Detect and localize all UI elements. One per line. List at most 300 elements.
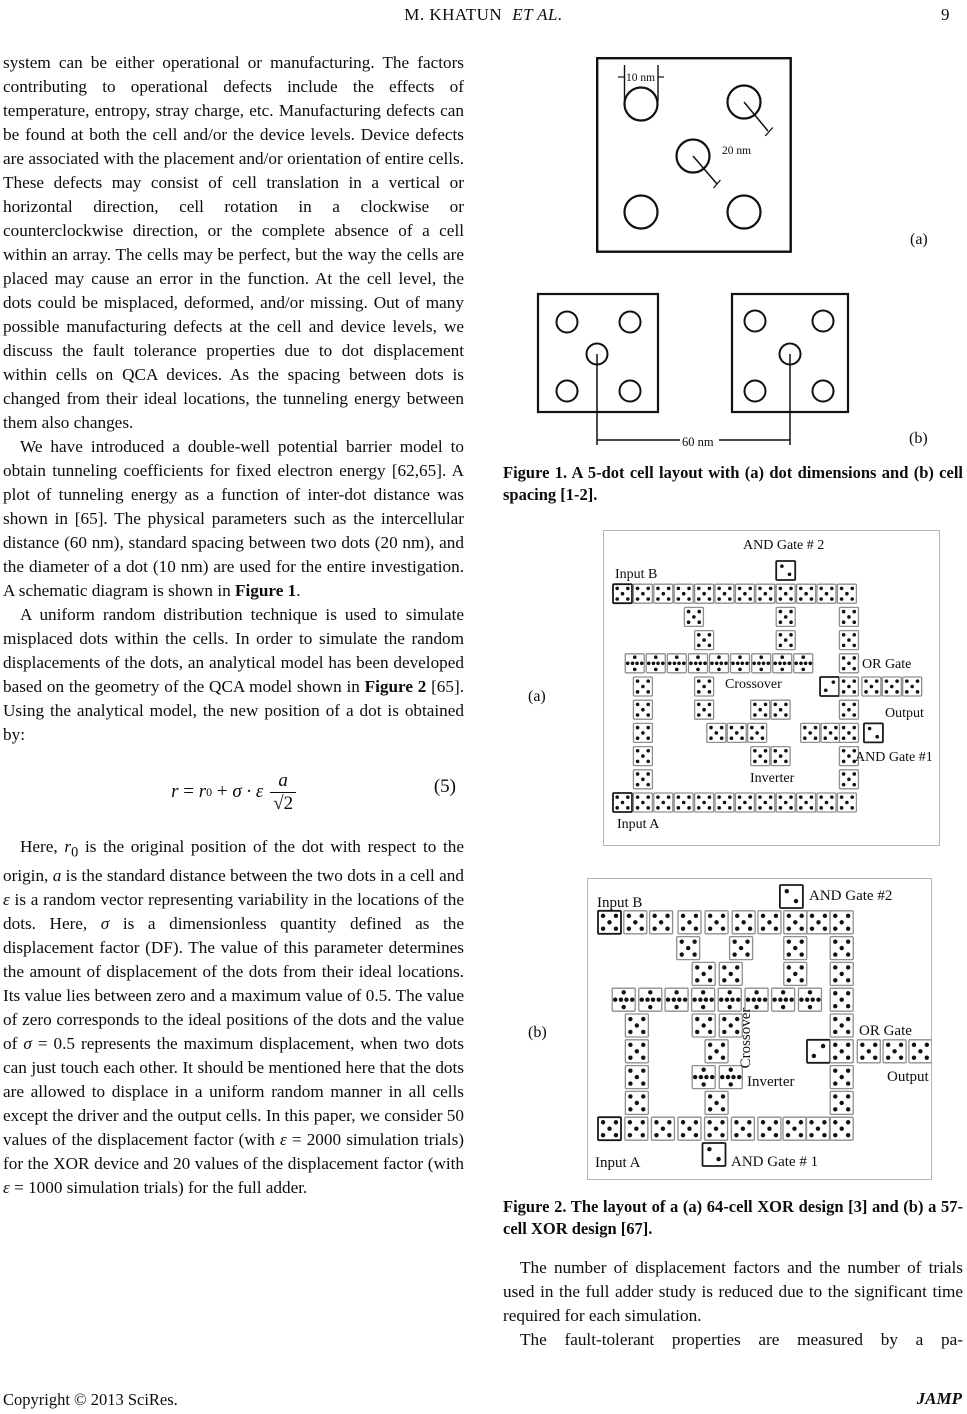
eq-equals: = (183, 781, 194, 802)
cell-dot (697, 795, 701, 799)
cell-dot (833, 952, 837, 956)
figure2-panel-a (603, 530, 940, 851)
cell-dot (833, 1068, 837, 1072)
cell-dot (864, 679, 868, 683)
cell-dot (686, 946, 690, 950)
cell-dot (687, 806, 691, 810)
cell-dot (789, 998, 793, 1002)
cell-dot (758, 597, 762, 601)
figure1-panel-a (596, 57, 792, 253)
figure1-panel-a-tag: (a) (910, 231, 928, 248)
eq-numerator: a (270, 771, 296, 793)
cell-dot (814, 736, 818, 740)
cell-dot (740, 662, 744, 666)
quantum-dot (625, 88, 658, 121)
cell-dot (787, 662, 791, 666)
cell-dot (786, 1120, 790, 1124)
cell-dot (694, 662, 698, 666)
cell-dot (687, 587, 691, 591)
cell-dot (753, 760, 757, 764)
cell-dot (641, 1107, 645, 1111)
cell-dot (646, 760, 650, 764)
cell-dot (717, 597, 721, 601)
cell-dot (704, 1075, 708, 1079)
cell-dot (641, 731, 645, 735)
equation-body (171, 771, 296, 814)
cell-dot (646, 749, 650, 753)
cell-dot (708, 927, 712, 931)
cell-dot (695, 1017, 699, 1021)
cell-dot (722, 965, 726, 969)
cell-dot (808, 990, 812, 994)
cell-dot (745, 952, 749, 956)
figure-label: Input B (615, 567, 658, 582)
cell-dot (667, 1133, 671, 1137)
cell-dot (916, 679, 920, 683)
cell-dot (846, 939, 850, 943)
cell-dot (698, 662, 702, 666)
cell-dot (748, 587, 752, 591)
cell-dot (607, 920, 611, 924)
figure1-panel-b (535, 292, 935, 464)
left-column (3, 51, 464, 1200)
cell-dot (852, 703, 856, 707)
cell-dot (852, 713, 856, 717)
cell-dot (675, 668, 679, 672)
cell-dot (646, 736, 650, 740)
cell-dot (787, 965, 791, 969)
cell-dot (842, 726, 846, 730)
cell-dot (723, 592, 727, 596)
cell-dot (840, 1075, 844, 1079)
cell-dot (641, 1068, 645, 1072)
cell-dot (615, 806, 619, 810)
cell-dot (774, 914, 778, 918)
cell-dot (702, 638, 706, 642)
cell-dot (748, 914, 752, 918)
cell-dot (799, 1133, 803, 1137)
eq-sigma-epsilon: σ · ε (232, 781, 264, 802)
cell-dot (728, 587, 732, 591)
cell-dot (799, 1120, 803, 1124)
cell-dot (774, 927, 778, 931)
cell-dot (833, 927, 837, 931)
quantum-dot (728, 196, 761, 229)
cell-dot (699, 1075, 703, 1079)
cell-dot (714, 920, 718, 924)
paragraph: system can be either operational or manufacturing. The factors contributing to operational defects include the effects of temperature, entropy, stray charge, etc. Manufacturing defects can be found at both the cell and/or the device levels. Device defects are associated with the placement and/or orientation of entire cells. These defects may consist of cell translation in a vertical or horizontal direction, cell rotation in a clockwise or counterclockwise direction, or the complete absence of a cell within an array. The cells may be perfect, but the way the cells are placed may cause an error in the function. At the cell level, the dots could be misplaced, deformed, and/or missing. Out of many possible manufacturing defects at the cell and device levels, we discuss the fault tolerance properties due to dot displacement within cells on QCA devices. As the spacing between dots is changed from their ideal locations, the tunneling energy between them also changes. (3, 53, 464, 432)
cell-dot (722, 978, 726, 982)
cell-dot (779, 587, 783, 591)
cell-dot (821, 1044, 825, 1048)
cell-dot (707, 1147, 711, 1151)
cell-dot (728, 806, 732, 810)
cell-dot (674, 990, 678, 994)
cell-dot (787, 914, 791, 918)
cell-dot (636, 795, 640, 799)
cell-dot (779, 708, 783, 712)
cell-dot (811, 998, 815, 1002)
cell-dot (633, 668, 637, 672)
cell-dot (702, 592, 706, 596)
cell-dot (735, 965, 739, 969)
cell-dot (847, 731, 851, 735)
cell-dot (701, 1023, 705, 1027)
cell-dot (778, 998, 782, 1002)
cell-dot (687, 795, 691, 799)
cell-dot (847, 638, 851, 642)
cell-dot (667, 587, 671, 591)
cell-dot (681, 1133, 685, 1137)
cell-dot (774, 1133, 778, 1137)
cell-dot (819, 806, 823, 810)
cell-dot (847, 685, 851, 689)
cell-dot (753, 703, 757, 707)
cell-dot (912, 1043, 916, 1047)
cell-dot (895, 690, 899, 694)
paragraph: Here, $r_0$ is the original position of the dot with respect to the origin, a is the standard distance between the two dots in a cell and ε is a random vector representing variability in the locations of the dots. Here, σ is a dimensionless quantity defined as the displacement factor (DF). The value of this parameter determines the amount of displacement of the dots from their ideal locations. Its value lies between zero and a maximum value of 0.5. The value of zero corresponds to the ideal positions of the dots and the value of σ = 0.5 represents the maximum displacement, when two dots can just touch each other. It should be mentioned here that the dots are allowed to displace in a uniform random manner in all cells except the driver and the output cells. In this paper, we consider 50 values of the displacement factor (with ε = 2000 simulation trials) for the XOR device and 20 values of the displacement factor (with ε = 1000 simulation trials) for the full adder. (3, 837, 464, 1198)
cell-dot (833, 1081, 837, 1085)
cell-dot (628, 1068, 632, 1072)
cell-dot (916, 690, 920, 694)
dot-spacing-label: 20 nm (722, 145, 752, 157)
cell-dot (758, 806, 762, 810)
cell-dot (656, 587, 660, 591)
cell-dot (746, 998, 750, 1002)
cell-dot (800, 978, 804, 982)
cell-dot (648, 990, 652, 994)
cell-dot (784, 592, 788, 596)
cell-dot (738, 668, 742, 672)
cell-dot (764, 760, 768, 764)
cell-dot (654, 1120, 658, 1124)
cell-dot (886, 1056, 890, 1060)
quantum-dot (557, 312, 578, 333)
cell-dot (641, 1056, 645, 1060)
cell-dot (752, 998, 756, 1002)
cell-dot (799, 587, 803, 591)
cell-spacing-label: 60 nm (682, 435, 714, 449)
eq-var-r: r (171, 781, 179, 802)
cell-dot (695, 965, 699, 969)
cell-dot (636, 736, 640, 740)
cell-dot (697, 620, 701, 624)
cell-dot (739, 946, 743, 950)
cell-dot (707, 1120, 711, 1124)
cell-dot (732, 939, 736, 943)
cell-dot (847, 662, 851, 666)
cell-dot (728, 990, 732, 994)
cell-dot (789, 620, 793, 624)
cell-dot (885, 690, 889, 694)
cell-dot (892, 1049, 896, 1053)
cell-dot (789, 795, 793, 799)
cell-dot (799, 795, 803, 799)
qca-cell (864, 723, 883, 742)
cell-dot (697, 597, 701, 601)
cell-dot (636, 726, 640, 730)
cell-dot (846, 927, 850, 931)
cell-dot (601, 1133, 605, 1137)
cell-dot (626, 587, 630, 591)
cell-dot (703, 662, 707, 666)
cell-dot (890, 685, 894, 689)
cell-dot (764, 703, 768, 707)
cell-dot (672, 998, 676, 1002)
cell-dot (745, 939, 749, 943)
cell-dot (614, 927, 618, 931)
cell-dot (640, 927, 644, 931)
cell-dot (794, 662, 798, 666)
cell-dot (708, 965, 712, 969)
eq-denominator: √2 (273, 792, 294, 814)
figure2-panel-b (587, 878, 932, 1185)
cell-dot (665, 914, 669, 918)
cell-dot (708, 1107, 712, 1111)
cell-dot (720, 736, 724, 740)
cell-dot (709, 736, 713, 740)
cell-dot (656, 597, 660, 601)
cell-dot (652, 662, 656, 666)
cell-dot (697, 679, 701, 683)
cell-dot (646, 772, 650, 776)
cell-dot (640, 998, 644, 1002)
cell-dot (800, 939, 804, 943)
cell-dot (697, 633, 701, 637)
cell-dot (696, 655, 700, 659)
cell-dot (784, 801, 788, 805)
cell-dot (852, 726, 856, 730)
cell-dot (793, 972, 797, 976)
cell-dot (779, 644, 783, 648)
cell-dot (736, 662, 740, 666)
cell-dot (846, 1017, 850, 1021)
figure-label: AND Gate # 1 (731, 1154, 819, 1170)
cell-dot (793, 946, 797, 950)
cell-dot (636, 772, 640, 776)
cell-dot (852, 610, 856, 614)
cell-dot (805, 998, 809, 1002)
cell-dot (846, 1120, 850, 1124)
cell-dot (784, 638, 788, 642)
cell-dot (773, 749, 777, 753)
cell-dot (736, 998, 740, 1002)
cell-dot (793, 920, 797, 924)
cell-dot (717, 806, 721, 810)
cell-dot (641, 685, 645, 689)
cell-dot (710, 662, 714, 666)
cell-dot (628, 1056, 632, 1060)
cell-dot (720, 1120, 724, 1124)
cell-dot (846, 1043, 850, 1047)
cell-dot (722, 1017, 726, 1021)
cell-dot (614, 1133, 618, 1137)
cell-dot (842, 656, 846, 660)
cell-dot (729, 972, 733, 976)
cell-dot (761, 1120, 765, 1124)
equation-5 (3, 761, 464, 823)
cell-dot (852, 679, 856, 683)
cell-dot (702, 685, 706, 689)
cell-dot (819, 597, 823, 601)
dot-diameter-label: 10 nm (626, 72, 656, 84)
cell-dot (633, 920, 637, 924)
cell-dot (840, 1023, 844, 1027)
cell-dot (641, 1043, 645, 1047)
cell-dot (830, 597, 834, 601)
cell-dot (673, 662, 677, 666)
cell-dot (701, 990, 705, 994)
cell-dot (636, 749, 640, 753)
cell-dot (810, 795, 814, 799)
cell-dot (758, 708, 762, 712)
cell-dot (715, 662, 719, 666)
cell-dot (704, 998, 708, 1002)
cell-dot (785, 889, 789, 893)
cell-dot (759, 668, 763, 672)
cell-dot (735, 914, 739, 918)
cell-dot (769, 795, 773, 799)
cell-dot (640, 914, 644, 918)
cell-dot (912, 1056, 916, 1060)
cell-dot (641, 1133, 645, 1137)
cell-dot (867, 1049, 871, 1053)
cell-dot (846, 1094, 850, 1098)
cell-dot (624, 998, 628, 1002)
cell-dot (741, 1127, 745, 1131)
cell-dot (846, 978, 850, 982)
cell-dot (702, 708, 706, 712)
cell-dot (635, 662, 639, 666)
cell-dot (667, 806, 671, 810)
cell-dot (750, 726, 754, 730)
cell-dot (804, 592, 808, 596)
cell-dot (615, 587, 619, 591)
cell-dot (719, 662, 723, 666)
cell-dot (692, 615, 696, 619)
cell-dot (834, 726, 838, 730)
cell-dot (719, 998, 723, 1002)
cell-dot (899, 1056, 903, 1060)
figure-label: Crossover (738, 1007, 754, 1069)
cell-dot (870, 685, 874, 689)
cell-dot (707, 1133, 711, 1137)
cell-dot (789, 587, 793, 591)
cell-dot (761, 927, 765, 931)
cell-dot (847, 754, 851, 758)
cell-dot (754, 990, 758, 994)
cell-dot (694, 1120, 698, 1124)
cell-dot (636, 783, 640, 787)
cell-dot (833, 978, 837, 982)
cell-dot (717, 668, 721, 672)
cell-dot (628, 1120, 632, 1124)
cell-dot (833, 1094, 837, 1098)
cell-dot (860, 1043, 864, 1047)
cell-dot (646, 713, 650, 717)
cell-dot (780, 655, 784, 659)
cell-dot (885, 679, 889, 683)
cell-dot (621, 592, 625, 596)
cell-dot (812, 1054, 816, 1058)
figure-label: AND Gate #1 (855, 750, 933, 765)
cell-dot (799, 662, 803, 666)
cell-dot (814, 726, 818, 730)
cell-dot (665, 927, 669, 931)
cell-dot (656, 795, 660, 799)
cell-dot (847, 708, 851, 712)
cell-dot (735, 731, 739, 735)
cell-dot (834, 736, 838, 740)
cell-dot (687, 610, 691, 614)
figure-label: OR Gate (859, 1023, 912, 1039)
cell-dot (730, 726, 734, 730)
cell-dot (626, 806, 630, 810)
cell-dot (734, 1133, 738, 1137)
cell-dot (662, 801, 666, 805)
cell-dot (738, 806, 742, 810)
cell-dot (873, 1056, 877, 1060)
cell-dot (852, 620, 856, 624)
cell-dot (721, 914, 725, 918)
cell-dot (748, 597, 752, 601)
cell-dot (709, 998, 713, 1002)
cell-dot (789, 597, 793, 601)
cell-dot (641, 801, 645, 805)
cell-dot (740, 736, 744, 740)
cell-dot (717, 655, 721, 659)
cell-dot (779, 597, 783, 601)
paragraph: A uniform random distribution technique is used to simulate misplaced dots within the cells. In order to simulate the random displacements of the dots, an analytical model has been developed based on the geometry of the QCA model shown in Figure 2 [65]. Using the analytical model, the new position of a dot is obtained by: (3, 605, 464, 744)
cell-dot (868, 727, 872, 731)
cell-dot (767, 920, 771, 924)
cell-dot (847, 615, 851, 619)
cell-dot (764, 592, 768, 596)
cell-dot (809, 1133, 813, 1137)
cell-dot (640, 662, 644, 666)
cell-dot (636, 587, 640, 591)
cell-dot (636, 690, 640, 694)
cell-dot (698, 998, 702, 1002)
cell-dot (634, 1127, 638, 1131)
cell-dot (728, 795, 732, 799)
cell-dot (627, 927, 631, 931)
cell-dot (721, 1107, 725, 1111)
qca-cell (702, 1143, 725, 1166)
cell-dot (918, 1049, 922, 1053)
cell-dot (781, 990, 785, 994)
cell-dot (697, 713, 701, 717)
cell-dot (675, 655, 679, 659)
cell-dot (769, 806, 773, 810)
cell-dot (656, 806, 660, 810)
cell-dot (778, 662, 782, 666)
cell-dot (842, 667, 846, 671)
cell-dot (789, 610, 793, 614)
cell-dot (840, 597, 844, 601)
cell-dot (633, 655, 637, 659)
cell-dot (845, 592, 849, 596)
cell-dot (601, 914, 605, 918)
cell-dot (677, 587, 681, 591)
cell-dot (666, 998, 670, 1002)
cell-dot (728, 597, 732, 601)
cell-dot (803, 736, 807, 740)
cell-dot (905, 690, 909, 694)
cell-dot (710, 1075, 714, 1079)
cell-dot (789, 806, 793, 810)
cell-dot (709, 726, 713, 730)
